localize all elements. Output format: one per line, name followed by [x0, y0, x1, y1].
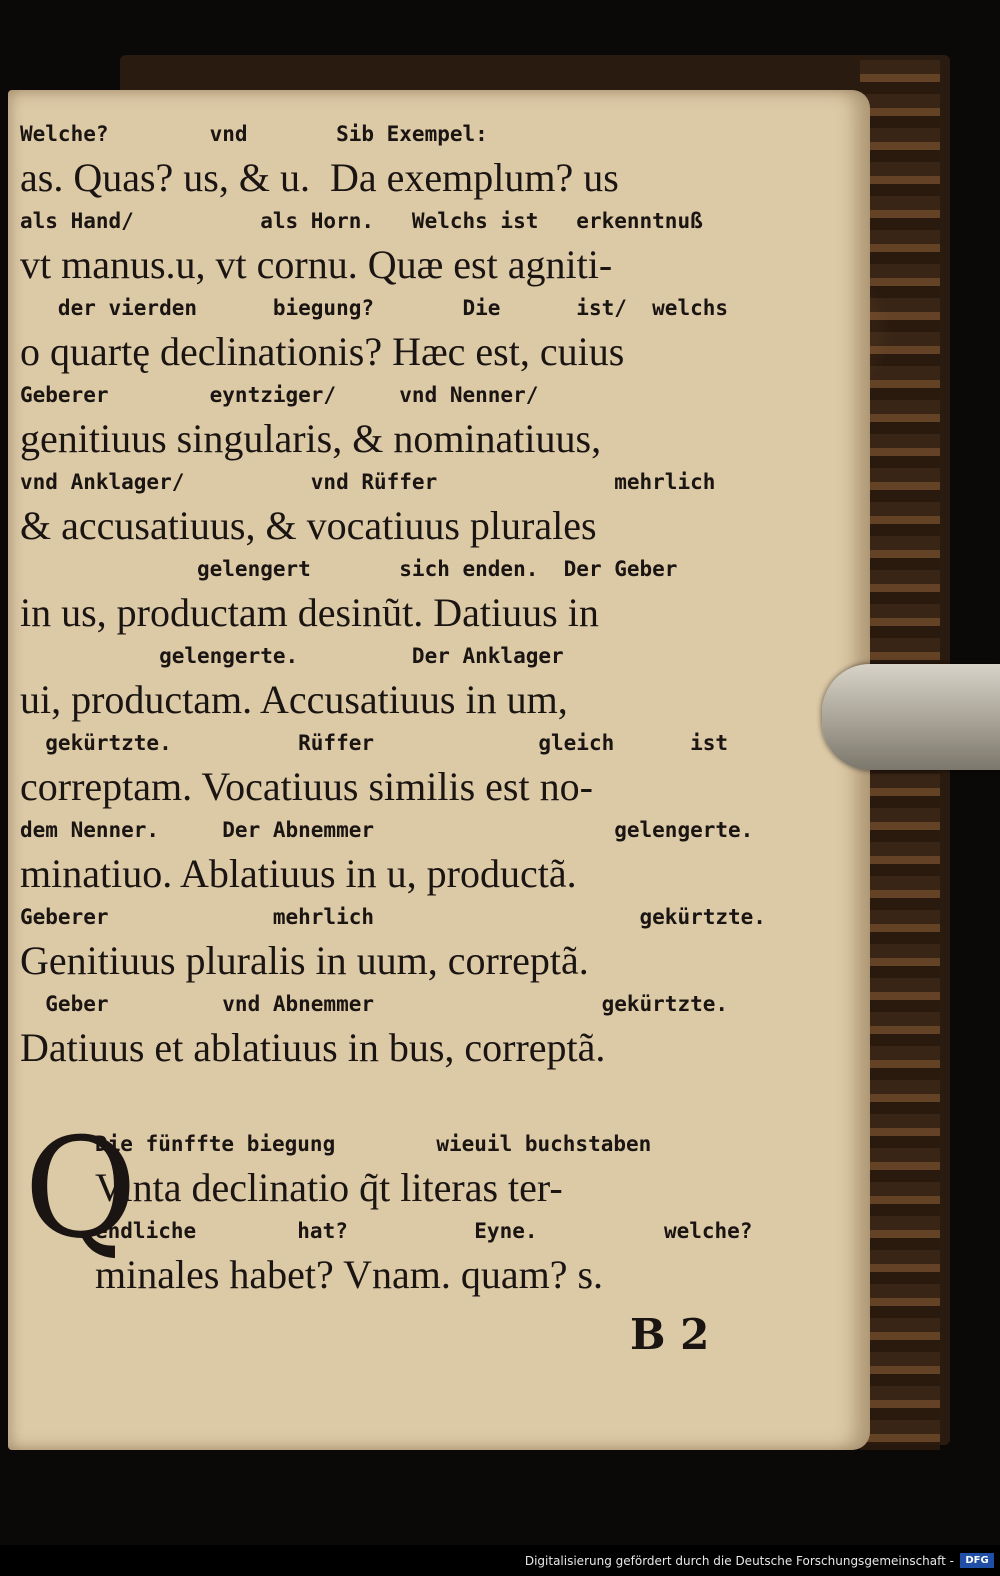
- latin-line: correptam. Vocatiuus similis est no-: [20, 764, 593, 809]
- gloss-line: Geber vnd Abnemmer gekürtzte.: [20, 992, 729, 1016]
- latin-line: minales habet? Vnam. quam? s.: [95, 1252, 604, 1297]
- gloss-line: gekürtzte. Rüffer gleich ist: [20, 731, 729, 755]
- decorated-initial: Q: [24, 1108, 138, 1269]
- gloss-line: gelengerte. Der Anklager: [20, 644, 564, 668]
- latin-line: Genitiuus pluralis in uum, correptã.: [20, 938, 589, 983]
- page-number: B 2: [630, 1310, 710, 1359]
- latin-line: in us, productam desinũt. Datiuus in: [20, 590, 599, 635]
- main-text-block: [20, 112, 790, 1069]
- latin-line: as. Quas? us, & u. Da exemplum? us: [20, 155, 619, 200]
- footer-credit: Digitalisierung gefördert durch die Deutsche Forschungsgemeinschaft -: [524, 1554, 954, 1568]
- gloss-line: Geberer mehrlich gekürtzte.: [20, 905, 766, 929]
- quinta-declinatio-block: [95, 1122, 785, 1296]
- latin-line: & accusatiuus, & vocatiuus plurales: [20, 503, 597, 548]
- gloss-line: Die fünffte biegung wieuil buchstaben: [95, 1132, 652, 1156]
- latin-line: minatiuo. Ablatiuus in u, productã.: [20, 851, 577, 896]
- gloss-line: dem Nenner. Der Abnemmer gelengerte.: [20, 818, 754, 842]
- latin-line: ui, productam. Accusatiuus in um,: [20, 677, 568, 722]
- dfg-logo-icon[interactable]: DFG: [960, 1553, 994, 1568]
- gloss-line: als Hand/ als Horn. Welchs ist erkenntnuß: [20, 209, 703, 233]
- gloss-line: endliche hat? Eyne. welche?: [95, 1219, 753, 1243]
- footer-bar: [0, 1545, 1000, 1576]
- latin-line: Datiuus et ablatiuus in bus, correptã.: [20, 1025, 606, 1070]
- latin-line: o quartę declinationis? Hæc est, cuius: [20, 329, 625, 374]
- latin-line: genitiuus singularis, & nominatiuus,: [20, 416, 602, 461]
- gloss-line: vnd Anklager/ vnd Rüffer mehrlich: [20, 470, 716, 494]
- gloss-line: der vierden biegung? Die ist/ welchs: [20, 296, 729, 320]
- latin-line: Vinta declinatio q̃t literas ter-: [95, 1165, 563, 1210]
- gloss-line: Geberer eyntziger/ vnd Nenner/: [20, 383, 539, 407]
- gloss-line: Welche? vnd Sib Exempel:: [20, 122, 488, 146]
- latin-line: vt manus.u, vt cornu. Quæ est agniti-: [20, 242, 613, 287]
- metal-clasp: [822, 664, 1000, 770]
- gloss-line: gelengert sich enden. Der Geber: [20, 557, 678, 581]
